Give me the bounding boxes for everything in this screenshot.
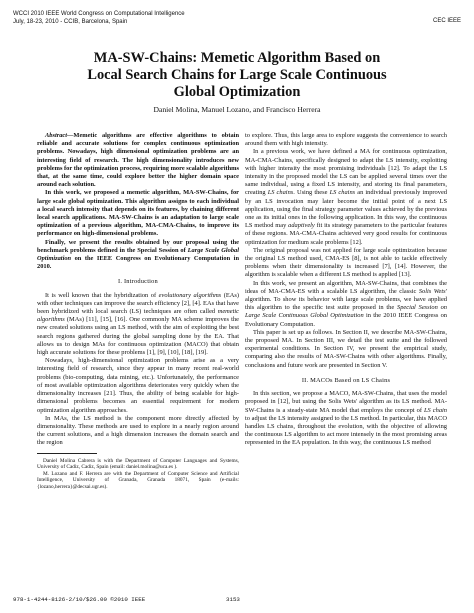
page-number: 3153 <box>226 596 240 603</box>
body-paragraph: In MAs, the LS method is the component more directly affected by dimensionality. These methods are used to explore in a nearly region around the current solutions, and a high dimension increases the domain search and the region <box>37 414 239 447</box>
footnote: Daniel Molina Cabrera is with the Department of Computer Languages and Systems, University of Cadiz, Cadiz, Spain (email: daniel.molina@uca.es ). <box>37 457 239 471</box>
copyright-line: 978-1-4244-8126-2/10/$26.00 ©2010 IEEE <box>13 596 146 603</box>
footnote-divider <box>37 453 97 454</box>
footnote: M. Lozano and F. Herrera are with the Department of Computer Science and Artificial Intelligence, University of Granada, Granada 18071, Spain (e-mails: {lozano,herrera}@decsai.ugr.es). <box>37 470 239 490</box>
body-paragraph: It is well known that the hybridization of evolutionary algorithms (EAs) with other techniques can improve the search efficiency [2], [4]. EAs that have been hybridized with local search (LS) techniques are often called memetic algorithms (MAs) [11], [15], [16]. One commonly MA scheme improves the new created solutions using an LS method, with the aim of exploiting the best search regions gathered during the global sampling done by the EA. That allows us to design MAs for continuous optimization (MACO) that obtain high accurate solutions for these problems [1], [9], [10], [18], [19]. <box>37 291 239 357</box>
body-paragraph: Nowadays, high-dimensional optimization problems arise as a very interesting field of research, since they appear in many recent real-world problems (bio-computing, data mining, etc.). Unfortunately, the performance of most available optimization algorithms deteriorates very quickly when the dimensionality increases [21]. Thus, the ability of being scalable for high-dimensional problems becomes an essential requirement for modern optimization algorithm approaches. <box>37 357 239 414</box>
body-paragraph: The original proposal was not applied for large scale optimization because the original LS method used, CMA-ES [8], is not able to tackle effectively problems when their dimensionality is increased [7], [14]. However, the algorithm is scalable when a different LS method is applied [13]. <box>245 246 447 279</box>
section-heading-macos: II. MACOs Based on LS Chains <box>301 376 391 384</box>
title-line: Global Optimization <box>173 84 301 100</box>
conference-header <box>13 11 185 26</box>
abstract-paragraph: Finally, we present the results obtained by our proposal using the benchmark problems defined in the Special Session of Large Scale Global Optimization on the IEEE Congress on Evolutionary Computation in 2010. <box>37 238 239 271</box>
body-paragraph: This paper is set up as follows. In Section II, we describe MA-SW-Chains, the proposed MA. In Section III, we detail the test suite and the followed experimental conditions. In Section IV, we present the empirical study, comparing also the results of MA-SW-Chains with other algorithms. Finally, conclusions and future work are presented in Section V. <box>245 328 447 369</box>
paper-title <box>40 50 434 101</box>
conference-date-location: July, 18-23, 2010 - CCIB, Barcelona, Spain <box>13 18 128 25</box>
body-paragraph: In this section, we propose a MACO, MA-SW-Chains, that uses the model proposed in [12], but using the Solis Wets' algorithm as its LS method. MA-SW-Chains is a steady-state MA model that employs the concept of LS chain to adjust the LS intensity assigned to the LS method. In particular, this MACO handles LS chains, throughout the evolution, with the objective of allowing the continuous LS algorithm to act more intensely in the most promising areas represented in the EA population. In this way, the continuous LS method <box>245 390 447 447</box>
section-heading-introduction: I. Introduction <box>118 278 158 286</box>
body-paragraph: In this work, we present an algorithm, MA-SW-Chains, that combines the ideas of MA-CMA-ES with a scalable LS algorithm, the classic Solis Wets' algorithm. To show its behavior with large scale problems, we have applied this algorithm to the specific test suite proposed in the Special Session on Large Scale Continuous Global Optimization in the 2010 IEEE Congress on Evolutionary Computation. <box>245 279 448 328</box>
abstract <box>37 132 239 271</box>
abstract-paragraph: In this work, we proposed a memetic algorithm, MA-SW-Chains, for large scale global optimization. This algorithm assigns to each individual a local search intensity that depends on its features, by chaining different local search applications. MA-SW-Chains is an adaptation to large scale optimization of a previous algorithm, MA-CMA-Chains, to improve its performance on high-dimensional problems. <box>37 189 239 238</box>
body-paragraph: to explore. Thus, this large area to explore suggests the convenience to search around them with high intensity. <box>245 132 447 148</box>
author-list: Daniel Molina, Manuel Lozano, and Francisco Herrera <box>153 105 321 114</box>
conference-name: WCCI 2010 IEEE World Congress on Computational Intelligence <box>13 11 185 17</box>
left-column <box>37 132 239 490</box>
header-right-label: CEC IEEE <box>432 18 461 24</box>
footnotes <box>37 458 239 491</box>
abstract-lead: Abstract <box>45 132 68 139</box>
abstract-paragraph: Abstract—Memetic algorithms are effective algorithms to obtain reliable and accurate solutions for complex continuous optimization problems. Nowadays, high dimensional optimization problems are an interesting field of research. The high dimensionality introduces new problems for the optimization process, requiring more scalable algorithms that, at the same time, could explore better the higher domain space around each solution. <box>37 132 239 189</box>
title-line: MA-SW-Chains: Memetic Algorithm Based on <box>93 50 381 66</box>
right-column <box>245 132 447 448</box>
body-paragraph: In a previous work, we have defined a MA for continuous optimization, MA-CMA-Chains, specifically designed to adapt the LS intensity, exploiting with higher intensity the most promising individuals [12]. To adapt the LS intensity in the proposed model the LS can be applied several times over the same individual, using a fixed LS intensity, and storing its final parameters, creating LS chains. Using these LS chains an individual previously improved by an LS invocation may later become the initial point of a next LS application, using the final strategy parameter values achieved by the previous one as its initial ones in the following application. In this way, the continuous LS method may adaptively fit its strategy parameters to the particular features of these regions. MA-CMA-Chains achieved very good results for continuous optimization for medium scale problems [12]. <box>245 148 447 246</box>
title-line: Local Search Chains for Large Scale Continuous <box>87 67 387 83</box>
